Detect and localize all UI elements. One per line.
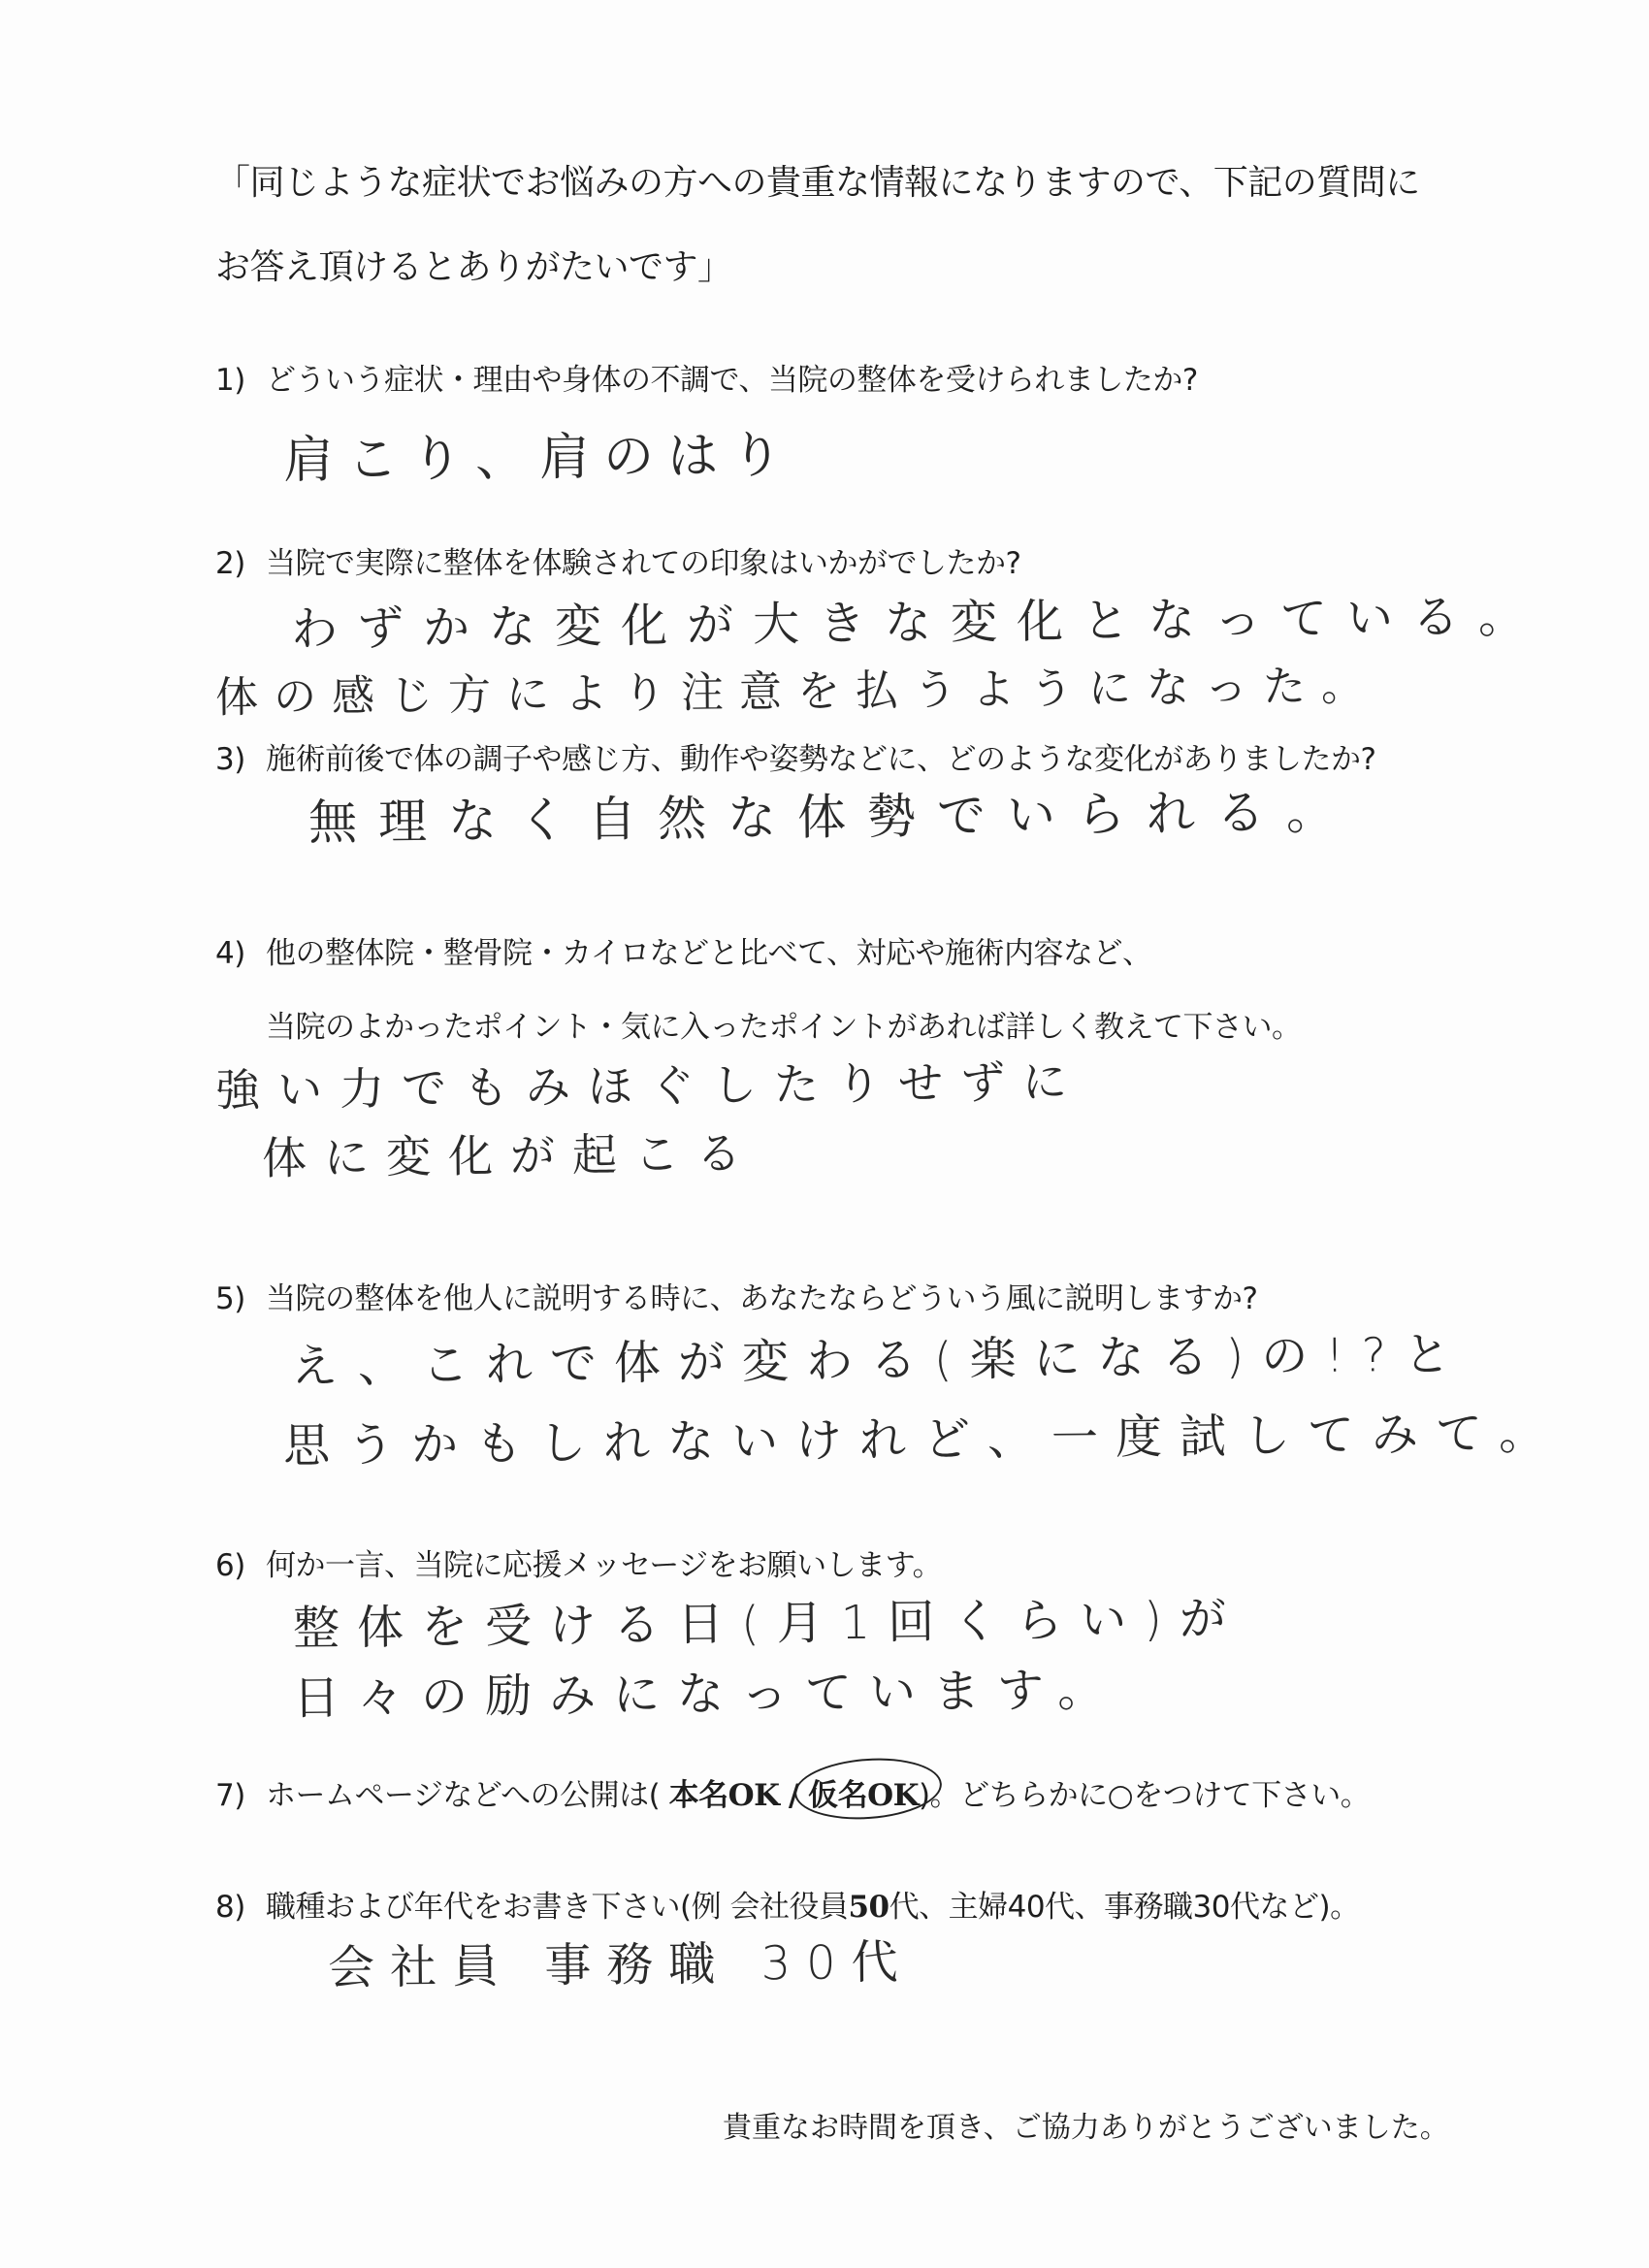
closing-message: 貴重なお時間を頂き、ご協力ありがとうございました。 bbox=[723, 2111, 1449, 2145]
option-separator: / bbox=[788, 1778, 799, 1813]
answer-8-line-1: 会社員 事務職 30代 bbox=[327, 1934, 914, 1995]
intro-line-2: お答え頂けるとありがたいです」 bbox=[215, 247, 732, 287]
answer-2-line-1: わずかな変化が大きな変化となっている。 bbox=[290, 589, 1545, 657]
example-age: 50 bbox=[848, 1890, 889, 1925]
question-text: 当院の整体を他人に説明する時に、あなたならどういう風に説明しますか? bbox=[266, 1281, 1258, 1316]
question-text: 何か一言、当院に応援メッセージをお願いします。 bbox=[266, 1548, 943, 1583]
question-text: 施術前後で体の調子や感じ方、動作や姿勢などに、どのような変化がありましたか? bbox=[266, 742, 1376, 777]
option-pseudonym-circled[interactable] bbox=[808, 1770, 919, 1814]
answer-6-line-2: 日々の励みになっています。 bbox=[292, 1663, 1122, 1726]
question-5 bbox=[215, 1274, 1257, 1317]
question-number: 7) bbox=[215, 1778, 245, 1813]
question-text: 職種および年代をお書き下さい(例 会社役員 bbox=[266, 1890, 849, 1925]
question-6 bbox=[215, 1540, 942, 1584]
question-text-after: 代、主婦40代、事務職30代など)。 bbox=[889, 1890, 1360, 1925]
question-number: 6) bbox=[215, 1548, 245, 1583]
question-7 bbox=[215, 1770, 1370, 1814]
question-text: どういう症状・理由や身体の不調で、当院の整体を受けられましたか? bbox=[266, 363, 1198, 398]
question-number: 1) bbox=[215, 363, 245, 398]
question-3 bbox=[215, 734, 1375, 778]
question-number: 2) bbox=[215, 546, 245, 581]
answer-4-line-1: 強い力でもみほぐしたりせずに bbox=[214, 1054, 1085, 1117]
option-real-name[interactable]: 本名OK bbox=[668, 1778, 780, 1813]
answer-6-line-1: 整体を受ける日(月1回くらい)が bbox=[292, 1591, 1245, 1656]
question-number: 5) bbox=[215, 1281, 245, 1316]
answer-3-line-1: 無理なく自然な体勢でいられる。 bbox=[307, 783, 1357, 851]
question-number: 3) bbox=[215, 742, 245, 777]
question-4-continued: 当院のよかったポイント・気に入ったポイントがあれば詳しく教えて下さい。 bbox=[266, 1010, 1302, 1045]
answer-5-line-1: え、これで体が変わる(楽になる)の!?と bbox=[290, 1327, 1469, 1394]
question-1 bbox=[215, 355, 1198, 399]
question-4 bbox=[215, 928, 1151, 972]
answer-2-line-2: 体の感じ方により注意を払うようになった。 bbox=[214, 661, 1380, 723]
question-number: 4) bbox=[215, 936, 245, 971]
intro-line-1: 「同じような症状でお悩みの方への貴重な情報になりますので、下記の質問に bbox=[215, 163, 1420, 203]
question-text: 他の整体院・整骨院・カイロなどと比べて、対応や施術内容など、 bbox=[266, 936, 1152, 971]
answer-1-line-1: 肩こり、肩のはり bbox=[282, 426, 796, 490]
question-text-after: )。どちらかに○をつけて下さい。 bbox=[919, 1778, 1371, 1813]
question-2 bbox=[215, 538, 1020, 582]
option-pseudonym: 仮名OK bbox=[808, 1778, 920, 1813]
question-number: 8) bbox=[215, 1890, 245, 1925]
question-text: ホームページなどへの公開は( bbox=[266, 1778, 661, 1813]
question-8 bbox=[215, 1882, 1360, 1926]
question-text: 当院で実際に整体を体験されての印象はいかがでしたか? bbox=[266, 546, 1021, 581]
answer-4-line-2: 体に変化が起こる bbox=[261, 1126, 760, 1184]
answer-5-line-2: 思うかもしれないけれど、一度試してみて。 bbox=[282, 1406, 1564, 1474]
handwritten-circle-mark bbox=[792, 1754, 944, 1824]
